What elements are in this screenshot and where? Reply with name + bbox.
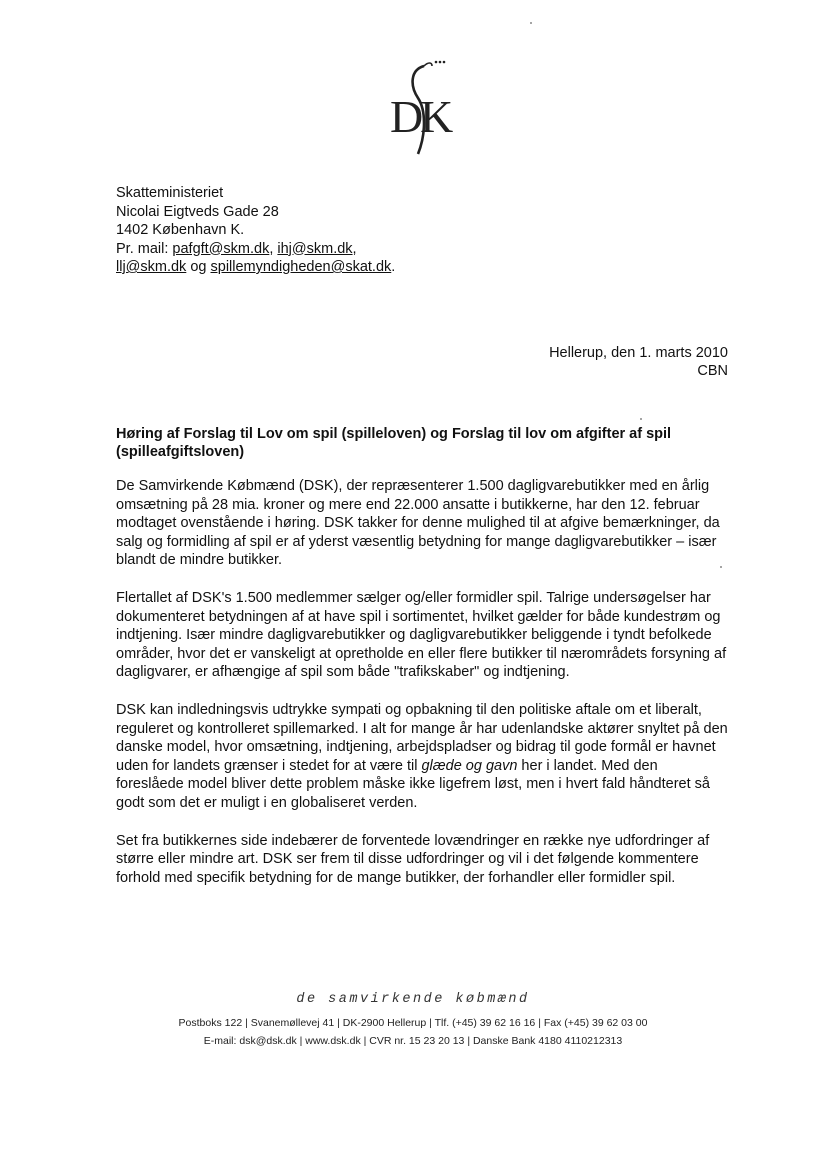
paragraph-3-end: her i landet. Med den foreslåede model bliver dette problem måske ikke ligefrem løst, men i hvert fald håndteret så godt som det er muligt i en globaliseret verden. bbox=[116, 757, 710, 811]
separator: , bbox=[352, 240, 357, 257]
svg-text:D: D bbox=[390, 91, 424, 142]
letter-body bbox=[116, 477, 728, 906]
paragraph-4: Set fra butikkernes side indebærer de forventede lovændringer en række nye udfordringer af større eller mindre art. DSK ser frem til disse udfordringer og vil i det følgende kommentere forhold med specifik betydning for de mange butikker, der forhandler eller formidler spil. bbox=[116, 832, 710, 886]
dateline bbox=[549, 344, 728, 380]
recipient-line: Nicolai Eigtveds Gade 28 bbox=[116, 203, 279, 220]
recipient-line: 1402 København K. bbox=[116, 222, 245, 238]
paragraph-3-start: DSK kan indledningsvis udtrykke sympati og opbakning til den politiske aftale om et liberalt, reguleret og kontrolleret spillemarked. I alt for mange år har udenlandske aktører snyltet på den danske model, hvor omsætning, indtjening, arbejdspladser og bidrag til gode formål er havnet uden for landets grænser i stedet for at være til bbox=[116, 701, 728, 774]
recipient-address bbox=[116, 184, 395, 277]
recipient-mail-line-2 bbox=[116, 258, 395, 277]
paragraph-2: Flertallet af DSK's 1.500 medlemmer sælger og/eller formidler spil. Talrige undersøgelser har dokumenteret betydningen af at have spil i sortimentet, hvilket gælder for både kundestrøm og indtjening. Især mindre dagligvarebutikker og dagligvarebutikker beliggende i tyndt befolkede områder, hvor det er vanskeligt at opretholde en eller flere butikker til nærområdets forsyning af dagligvarer, er afhængige af spil som både "trafikskaber" og indtjening. bbox=[116, 589, 727, 681]
email-link-pafgft[interactable]: pafgft@skm.dk bbox=[172, 240, 270, 257]
email-link-llj[interactable]: llj@skm.dk bbox=[116, 259, 187, 275]
separator: og bbox=[186, 259, 211, 275]
email-link-ihj[interactable]: ihj@skm.dk bbox=[277, 240, 353, 257]
dsk-monogram-logo bbox=[384, 52, 456, 162]
email-link-spillemyndigheden[interactable]: spillemyndigheden@skat.dk bbox=[210, 259, 392, 275]
recipient-line: Skatteministeriet bbox=[116, 185, 224, 201]
separator: , bbox=[269, 240, 278, 257]
recipient-mail-line bbox=[116, 240, 395, 259]
scan-speck bbox=[640, 418, 642, 420]
letter-subject: Høring af Forslag til Lov om spil (spilleloven) og Forslag til lov om afgifter af spil (spilleafgiftsloven) bbox=[116, 426, 672, 460]
footer-brand: de samvirkende købmænd bbox=[296, 992, 530, 1007]
separator: . bbox=[391, 259, 396, 275]
mail-prefix: Pr. mail: bbox=[116, 240, 173, 257]
footer-contact-line: Postboks 122 | Svanemøllevej 41 | DK-2900 Hellerup | Tlf. (+45) 39 62 16 16 | Fax (+45) 39 62 03 00 bbox=[178, 1017, 648, 1029]
scan-speck bbox=[720, 566, 722, 568]
place-date: Hellerup, den 1. marts 2010 bbox=[549, 345, 728, 361]
paragraph-1: De Samvirkende Købmænd (DSK), der repræsenterer 1.500 dagligvarebutikker med en årlig omsætning på 28 mia. kroner og mere end 22.000 ansatte i butikkerne, har den 12. februar modtaget ovenstående i høring. DSK takker for denne mulighed til at afgive bemærkninger, da salg og formidling af spil er af yderst væsentlig betydning for mange dagligvarebutikker – især blandt de mindre butikker. bbox=[116, 478, 720, 569]
footer-registry-line: E-mail: dsk@dsk.dk | www.dsk.dk | CVR nr. 15 23 20 13 | Danske Bank 4180 4110212313 bbox=[203, 1035, 623, 1047]
paragraph-3 bbox=[116, 701, 728, 813]
scan-speck bbox=[530, 22, 532, 24]
svg-text:K: K bbox=[420, 91, 454, 142]
paragraph-3-italic: glæde og gavn bbox=[421, 757, 518, 774]
initials: CBN bbox=[697, 363, 728, 379]
